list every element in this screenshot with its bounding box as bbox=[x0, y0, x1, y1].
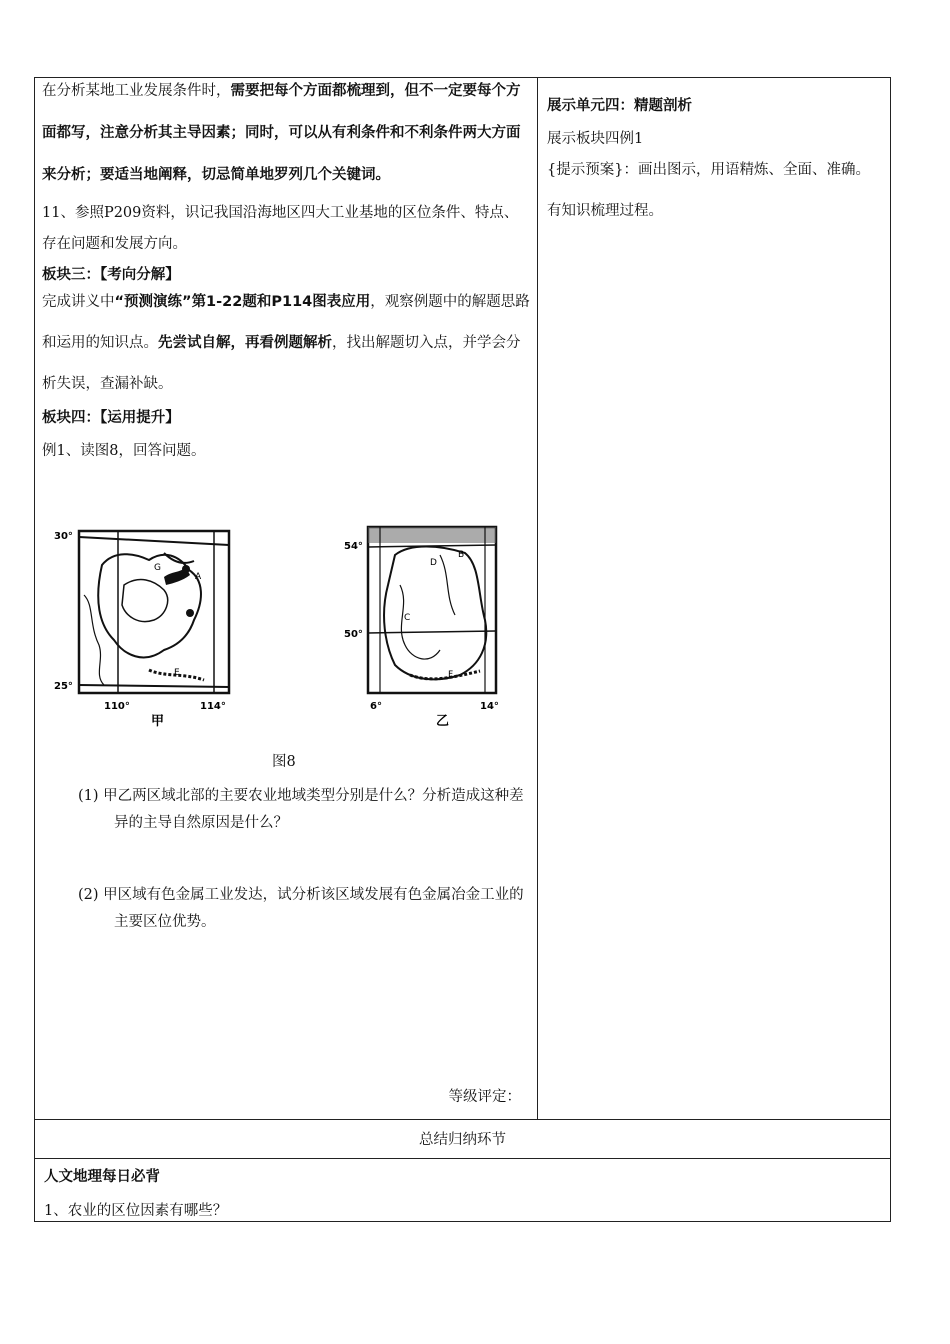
map-jia-svg bbox=[54, 525, 239, 735]
map-jia-frame bbox=[79, 531, 229, 693]
map-yi-lat-top: 54° bbox=[344, 541, 363, 552]
map-jia-point-g: G bbox=[154, 563, 161, 573]
question-1: (1) 甲乙两区域北部的主要农业地域类型分别是什么？分析造成这种差异的主导自然原因是什么？ bbox=[78, 788, 524, 831]
item-11: 11、参照P209资料，识记我国沿海地区四大工业基地的区位条件、特点、存在问题和发展方向。 bbox=[42, 205, 519, 252]
worksheet-table bbox=[34, 77, 891, 1222]
right-line-1: 展示板块四例1 bbox=[547, 131, 644, 147]
block3-bold-2: 第1-22题和 bbox=[191, 294, 272, 310]
map-jia-river-2 bbox=[84, 595, 104, 685]
right-cell bbox=[547, 77, 877, 232]
map-jia-lat-bottom: 25° bbox=[54, 681, 73, 692]
map-jia-city-2 bbox=[186, 609, 194, 617]
map-yi-lon-right: 14° bbox=[480, 701, 499, 712]
figure-caption: 图8 bbox=[272, 754, 296, 770]
row-divider-summary bbox=[34, 1119, 891, 1120]
map-yi-sea-band bbox=[368, 527, 496, 543]
questions bbox=[78, 783, 526, 936]
map-jia-lon-right: 114° bbox=[200, 701, 226, 712]
right-title: 展示单元四：精题剖析 bbox=[547, 98, 692, 114]
block4-title: 板块四：【运用提升】 bbox=[42, 410, 180, 426]
map-jia-point-e: E bbox=[174, 668, 180, 678]
map-yi-mountain bbox=[410, 671, 480, 679]
block3-title: 板块三：【考向分解】 bbox=[42, 267, 180, 283]
map-jia-lake-outline bbox=[122, 580, 168, 622]
intro-paragraph bbox=[42, 70, 530, 196]
daily-question-1: 1、农业的区位因素有哪些？ bbox=[44, 1203, 228, 1219]
block3-bold-4: 先尝试自解，再看例题解析 bbox=[158, 335, 332, 351]
summary-title: 总结归纳环节 bbox=[419, 1132, 506, 1148]
column-divider bbox=[537, 77, 538, 1119]
daily-title: 人文地理每日必背 bbox=[44, 1169, 160, 1185]
map-jia-city-a bbox=[182, 565, 190, 573]
block3-paragraph bbox=[42, 282, 530, 405]
map-jia-point-a: A bbox=[195, 572, 202, 582]
map-yi-point-d: D bbox=[430, 558, 437, 568]
map-yi-frame bbox=[368, 527, 496, 693]
map-jia-lon-left: 110° bbox=[104, 701, 130, 712]
block3-text-1: 完成讲义中 bbox=[42, 294, 115, 310]
block3-bold-3: P114图表应用 bbox=[271, 294, 371, 310]
block3-bold-1: “预测演练” bbox=[114, 294, 192, 310]
row-divider-daily bbox=[34, 1158, 891, 1159]
example-1: 例1、读图8，回答问题。 bbox=[42, 443, 206, 459]
map-yi-point-f: F bbox=[448, 670, 454, 680]
map-yi-lat-mid: 50° bbox=[344, 629, 363, 640]
map-jia-label: 甲 bbox=[151, 714, 165, 729]
map-jia-lat-30 bbox=[79, 537, 229, 545]
map-jia-lat-top: 30° bbox=[54, 531, 73, 542]
right-tip: {提示预案}：画出图示，用语精炼、全面、准确。有知识梳理过程。 bbox=[547, 162, 870, 219]
intro-text: 在分析某地工业发展条件时， bbox=[42, 83, 231, 99]
intro-bold-text: 需要把每个方面都梳理到，但不一定要每个方面都写，注意分析其主导因素；同时，可以从有利条件和不利条件两大方面来分析；要适当地阐释，切忌简单地罗列几个关键词。 bbox=[42, 83, 521, 183]
map-yi-point-b: B bbox=[458, 550, 465, 560]
map-yi-label: 乙 bbox=[436, 714, 450, 729]
map-jia-lat-25 bbox=[79, 685, 229, 687]
block3-text-2: ，观察例题中的解题思路和运用的知识点。 bbox=[42, 294, 530, 351]
map-yi-lon-left: 6° bbox=[370, 701, 382, 712]
map-yi bbox=[340, 525, 525, 735]
map-yi-point-c: C bbox=[404, 613, 411, 623]
map-yi-lat-50 bbox=[368, 631, 496, 633]
left-cell bbox=[42, 77, 530, 467]
question-2: (2) 甲区域有色金属工业发达，试分析该区域发展有色金属冶金工业的主要区位优势。 bbox=[78, 887, 524, 930]
map-jia bbox=[54, 525, 239, 735]
map-yi-svg bbox=[340, 525, 525, 735]
grade-label: 等级评定： bbox=[448, 1089, 521, 1105]
map-yi-river-2 bbox=[440, 555, 455, 615]
block3-text-3: ，找出解题切入点，并学会分析失误，查漏补缺。 bbox=[42, 335, 521, 392]
